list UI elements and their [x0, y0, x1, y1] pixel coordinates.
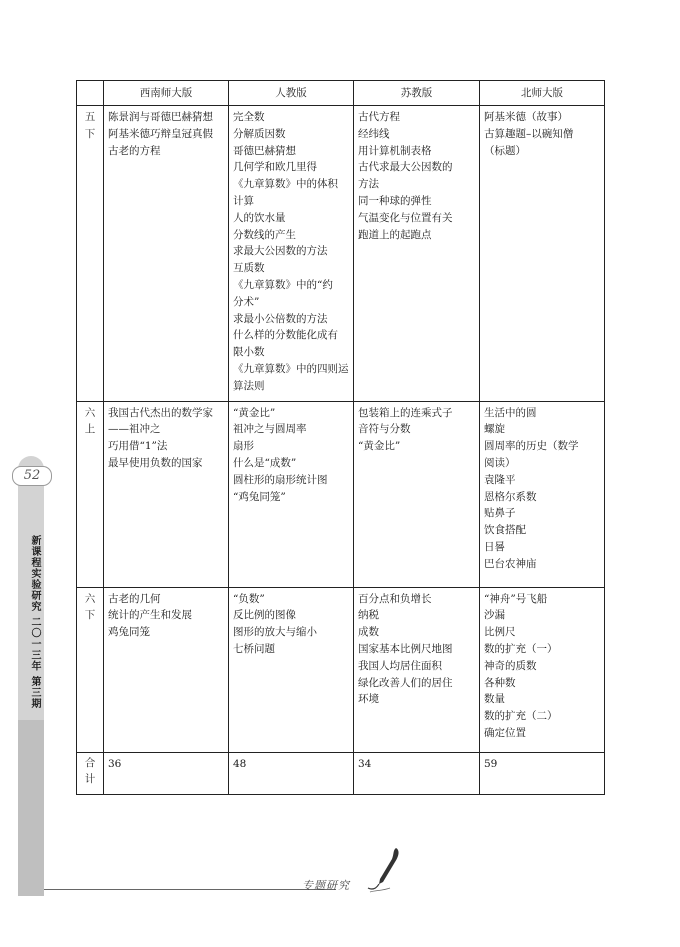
topic-cell	[480, 752, 605, 795]
topic-line: 什么样的分数能化成有	[233, 329, 338, 342]
topic-line: 求最大公因数的方法	[233, 245, 328, 258]
topic-line: 分数线的产生	[233, 228, 296, 241]
textbook-comparison-table	[76, 80, 605, 795]
topic-line: 分术”	[233, 295, 260, 308]
topic-line: 神奇的质数	[484, 659, 537, 672]
topic-line: 34	[358, 757, 372, 770]
period-cell	[77, 401, 104, 587]
topic-line: 48	[233, 757, 247, 770]
topic-line: 同一种球的弹性	[358, 194, 432, 207]
topic-line: 古代方程	[358, 111, 400, 123]
topic-cell	[229, 106, 354, 402]
topic-cell	[354, 587, 480, 752]
period-cell	[77, 587, 104, 752]
topic-line: 百分点和负增长	[358, 592, 432, 605]
topic-line: 36	[108, 757, 122, 770]
table-row	[77, 106, 605, 402]
topic-line: 图形的放大与缩小	[233, 626, 317, 639]
topic-line: 数的扩充（一）	[484, 642, 558, 655]
topic-line: 巧用借“1”法	[108, 440, 168, 453]
topic-line: 巴台农神庙	[484, 557, 537, 570]
topic-line: 七桥问题	[233, 642, 275, 655]
topic-line: 59	[484, 757, 498, 770]
topic-cell	[104, 587, 229, 752]
topic-line: 跑道上的起跑点	[358, 228, 432, 241]
pen-icon	[366, 846, 406, 896]
period-char: 五	[84, 111, 96, 123]
header-corner	[77, 81, 104, 106]
topic-line: 纳税	[358, 609, 379, 622]
header-sujiao: 苏教版	[354, 81, 480, 106]
topic-line: 数的扩充（二）	[484, 710, 558, 723]
topic-line: 恩格尔系数	[484, 490, 537, 503]
topic-line: “神舟”号飞船	[484, 592, 548, 605]
topic-line: 分解质因数	[233, 127, 286, 140]
period-char: 六	[84, 406, 96, 419]
topic-line: 我国人均居住面积	[358, 659, 442, 672]
topic-line: 贴鼻子	[484, 507, 516, 520]
topic-line: 反比例的图像	[233, 609, 296, 622]
topic-line: 扇形	[233, 440, 254, 453]
topic-line: “黄金比”	[233, 406, 276, 419]
topic-line: 各种数	[484, 676, 516, 689]
topic-line: 古代求最大公因数的	[358, 161, 453, 174]
topic-line: 日晷	[484, 540, 505, 553]
topic-cell	[480, 587, 605, 752]
topic-line: 方法	[358, 178, 379, 191]
topic-line: 《九章算数》中的体积	[233, 178, 338, 191]
table-row	[77, 401, 605, 587]
topic-cell	[104, 106, 229, 402]
topic-line: 比例尺	[484, 626, 516, 639]
topic-line: 人的饮水量	[233, 211, 286, 224]
topic-line: 绿化改善人们的居住	[358, 676, 453, 689]
topic-cell	[354, 401, 480, 587]
topic-line: 我国古代杰出的数学家	[108, 406, 213, 419]
topic-line: 鸡兔同笼	[108, 626, 150, 639]
topic-cell	[354, 752, 480, 795]
topic-line: 陈景润与哥德巴赫猜想	[108, 111, 213, 123]
period-char: 下	[84, 127, 96, 140]
topic-line: 圆周率的历史（数学	[484, 440, 579, 453]
footer-section-title: 专题研究	[302, 879, 350, 892]
topic-line: 阅读）	[484, 456, 516, 469]
topic-line: 最早使用负数的国家	[108, 456, 203, 469]
topic-line: 成数	[358, 626, 379, 639]
topic-line: 《九章算数》中的四则运	[233, 362, 349, 375]
period-cell	[77, 106, 104, 402]
topic-line: 统计的产生和发展	[108, 609, 192, 622]
topic-line: 音符与分数	[358, 423, 411, 436]
topic-line: 什么是“成数”	[233, 456, 297, 469]
topic-line: 古算趣题–以碗知僧	[484, 127, 574, 140]
topic-cell	[480, 106, 605, 402]
topic-cell	[104, 752, 229, 795]
topic-line: 数量	[484, 693, 505, 706]
period-char: 六	[84, 592, 96, 605]
header-beishida: 北师大版	[480, 81, 605, 106]
period-char: 合	[84, 756, 96, 769]
topic-line: 圆柱形的扇形统计图	[233, 473, 328, 486]
topic-line: 袁隆平	[484, 473, 516, 486]
topic-line: 国家基本比例尺地图	[358, 642, 453, 655]
period-char: 上	[84, 423, 96, 436]
topic-cell	[104, 401, 229, 587]
period-cell	[77, 752, 104, 795]
topic-line: 哥德巴赫猜想	[233, 144, 296, 157]
topic-line: （标题）	[484, 144, 526, 157]
topic-line: 互质数	[233, 262, 265, 275]
table-row	[77, 752, 605, 795]
topic-line: 完全数	[233, 111, 265, 123]
side-band-tail	[18, 720, 44, 896]
topic-line: 饮食搭配	[484, 524, 526, 537]
topic-line: 计算	[233, 194, 254, 207]
topic-line: “鸡兔同笼”	[233, 490, 286, 503]
topic-cell	[229, 752, 354, 795]
journal-title: 新课程实验研究 二〇一三年 第三期	[29, 535, 40, 709]
topic-cell	[229, 401, 354, 587]
table-row	[77, 587, 605, 752]
topic-line: 经纬线	[358, 127, 390, 140]
topic-line: 包装箱上的连乘式子	[358, 406, 453, 419]
topic-line: 算法则	[233, 379, 265, 392]
topic-line: 生活中的圆	[484, 406, 537, 419]
topic-line: 阿基米德巧辩皇冠真假	[108, 127, 213, 140]
topic-cell	[354, 106, 480, 402]
topic-line: 用计算机制表格	[358, 144, 432, 157]
topic-line: 几何学和欧几里得	[233, 161, 317, 174]
topic-cell	[229, 587, 354, 752]
topic-line: 气温变化与位置有关	[358, 211, 453, 224]
topic-line: 环境	[358, 693, 379, 706]
period-char: 下	[84, 609, 96, 622]
topic-line: 古老的几何	[108, 592, 161, 605]
header-renjiao: 人教版	[229, 81, 354, 106]
topic-line: 沙漏	[484, 609, 505, 622]
topic-line: ——祖冲之	[108, 423, 161, 436]
topic-line: “负数”	[233, 592, 265, 605]
page-number: 52	[12, 466, 52, 486]
topic-line: 古老的方程	[108, 144, 161, 157]
period-char: 计	[84, 773, 96, 786]
topic-line: 《九章算数》中的“约	[233, 278, 333, 291]
header-xinan: 西南师大版	[104, 81, 229, 106]
footer-rule	[44, 889, 336, 890]
topic-line: 确定位置	[484, 726, 526, 739]
topic-line: “黄金比”	[358, 440, 401, 453]
topic-line: 限小数	[233, 346, 265, 359]
topic-cell	[480, 401, 605, 587]
topic-line: 阿基米德（故事）	[484, 111, 568, 123]
topic-line: 求最小公倍数的方法	[233, 312, 328, 325]
table-header-row	[77, 81, 605, 106]
topic-line: 祖冲之与圆周率	[233, 423, 307, 436]
topic-line: 螺旋	[484, 423, 505, 436]
